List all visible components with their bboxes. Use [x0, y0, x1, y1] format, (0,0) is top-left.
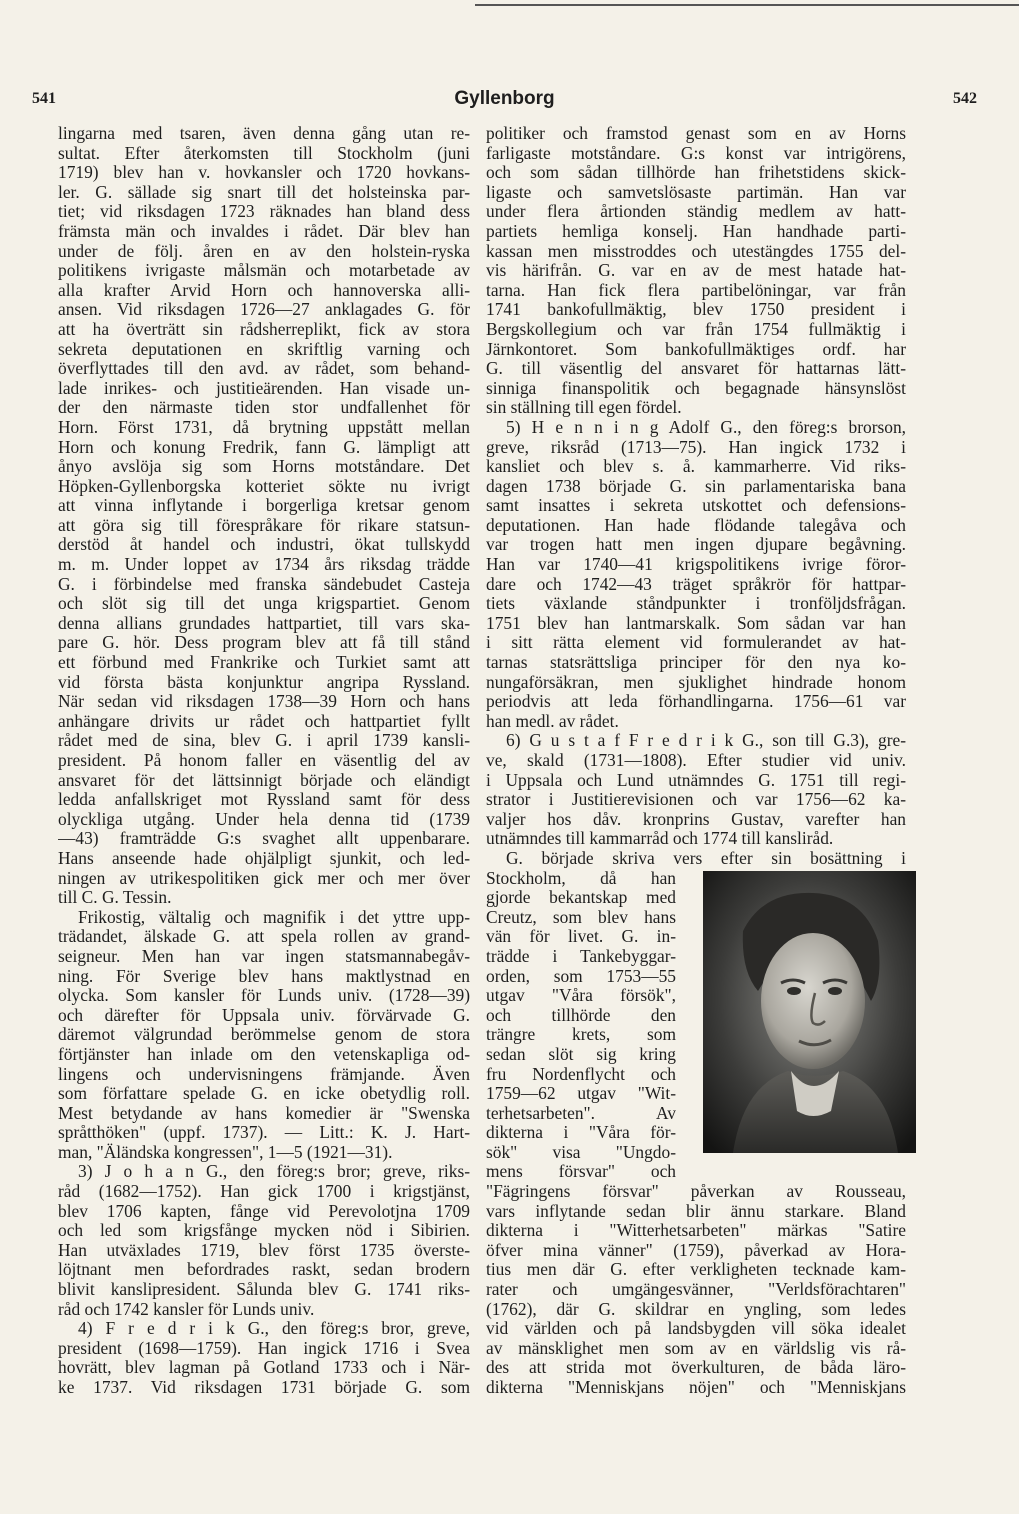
- left-column-text-line: råd och 1742 kansler för Lunds univ.: [58, 1299, 315, 1319]
- right-column-text-line: vis härifrån. G. var en av de mest hatade hat-: [486, 261, 906, 281]
- left-column-text-line: och slöt sig till det unga krigspartiet. Genom: [58, 594, 470, 614]
- left-column-text-line: tiet; vid riksdagen 1723 räknades han bland dess: [58, 202, 470, 222]
- left-column-text-line: ke 1737. Vid riksdagen 1731 började G. som: [58, 1378, 470, 1397]
- right-column-text-line: 6) G u s t a f F r e d r i k G., son till G.3), gre-: [506, 731, 906, 751]
- left-column-text-line: under de följ. åren en av den holstein-ryska: [58, 241, 470, 261]
- left-column: [58, 124, 470, 1398]
- left-column-text-line: lingens och undervisningens främjande. Även: [58, 1064, 470, 1084]
- right-column-text-line: 1759—62 utgav "Wit-: [486, 1084, 676, 1104]
- right-column-text-line: kansliet och blev s. å. kammarherre. Vid riks-: [486, 457, 906, 477]
- left-column-text-line: 3) J o h a n G., den föreg:s bror; greve, riks-: [78, 1162, 470, 1182]
- right-column-text-line: mens försvar" och: [486, 1162, 676, 1182]
- left-column-text-line: ansen. Vid riksdagen 1726—27 anklagades G. för: [58, 300, 470, 320]
- left-column-text-line: president (1698—1759). Han ingick 1716 i Svea: [58, 1338, 470, 1358]
- left-column-text-line: ledda anfallskriget mot Ryssland samt för dess: [58, 790, 470, 810]
- right-column-text-line: tarnas statsrättsliga principer för den nya ko-: [486, 653, 906, 673]
- right-column-text-line: tiets växlande ståndpunkter i tronföljdsfrågan.: [486, 594, 906, 614]
- left-column-text-line: m. m. Under loppet av 1734 års riksdag trädde: [58, 555, 470, 575]
- right-column-text-line: politiker och framstod genast som en av Horns: [486, 124, 906, 143]
- right-column-text-line: partiets hemliga konselj. Han handhade parti-: [486, 221, 906, 241]
- right-column-text-line: var trogen hatt men ingen djupare begåvning.: [486, 535, 906, 555]
- left-column-text-line: främsta män och invaldes i rådet. Där blev han: [58, 221, 470, 241]
- right-column-text-line: orden, som 1753—55: [486, 966, 676, 986]
- left-column-text-line: rådet med de sina, blev G. i april 1739 kansli-: [58, 731, 470, 751]
- right-column-text-line: vars inflytande sedan blir ännu starkare. Bland: [486, 1201, 906, 1221]
- left-column-text-line: vid första bästa konjunktur angripa Ryssland.: [58, 672, 470, 692]
- right-column-text-line: av mänsklighet men som av en världslig vis rå-: [486, 1338, 906, 1358]
- right-column-text-line: vän för livet. G. in-: [486, 927, 676, 947]
- right-column-text-line: 1741 bankofullmäktig, blev 1750 president i: [486, 300, 906, 320]
- left-column-text-line: lade inrikes- och justitieärenden. Han visade un-: [58, 378, 470, 398]
- right-column-text-line: gjorde bekantskap med: [486, 888, 676, 908]
- right-column-text-line: vid världen och på landsbygden vill söka idealet: [486, 1319, 906, 1339]
- right-column-text-line: valjer hos dåv. kronprins Gustav, varefter han: [486, 809, 906, 829]
- left-column-text-line: ningen av utrikespolitiken gick mer och mer över: [58, 868, 470, 888]
- right-column-text-line: i Uppsala och Lund utnämndes G. 1751 till regi-: [486, 770, 906, 790]
- running-title: Gyllenborg: [454, 88, 555, 109]
- left-column-text-line: språtthöken" (uppf. 1737). — Litt.: K. J. Hart-: [58, 1123, 470, 1143]
- left-column-text-line: 1719) blev han v. hovkansler och 1720 hovkans-: [58, 163, 470, 183]
- left-column-text-line: sultat. Efter återkomsten till Stockholm (juni: [58, 143, 470, 163]
- page-number-left: 541: [32, 90, 56, 107]
- right-column-text-line: sedan slöt sig kring: [486, 1044, 676, 1064]
- left-column-text-line: G. i förbindelse med franska sändebudet Casteja: [58, 574, 470, 594]
- right-column-text-line: Bergskollegium och var från 1754 fullmäktig i: [486, 319, 906, 339]
- left-column-text-line: Mest betydande av hans komedier är "Swenska: [58, 1103, 470, 1123]
- left-column-text-line: man, "Äländska kongressen", 1—5 (1921—31).: [58, 1142, 393, 1162]
- left-column-text-line: olyckliga utgång. Under hela denna tid (1739: [58, 809, 470, 829]
- right-column-text-line: och tillhörde den: [486, 1005, 676, 1025]
- left-column-text-line: —43) framträdde G:s svaghet allt uppenbarare.: [58, 829, 470, 849]
- right-column-text-line: sinniga finanspolitik och begagnade hänsynslöst: [486, 378, 906, 398]
- right-column-text-line: sin ställning till egen fördel.: [486, 398, 682, 418]
- right-column-text-line: tius men där G. efter verkligheten tecknade kam-: [486, 1260, 906, 1280]
- left-column-text-line: däremot välgrundad berömmelse genom de stora: [58, 1025, 470, 1045]
- right-column-text-line: farligaste motståndare. G:s konst var intrigörens,: [486, 143, 906, 163]
- left-column-text-line: att vinna inflytande i borgerliga kretsar genom: [58, 496, 470, 516]
- left-column-text-line: och led som krigsfånge mycken nöd i Sibirien.: [58, 1221, 470, 1241]
- top-rule: [475, 4, 1019, 6]
- right-column-text-line: utnämndes till kammarråd och 1774 till kansliråd.: [486, 829, 834, 849]
- right-column-text-line: 5) H e n n i n g Adolf G., den föreg:s brorson,: [506, 417, 906, 437]
- right-column-text-line: Järnkontoret. Som bankofullmäktiges ordf. har: [486, 339, 906, 359]
- left-column-text-line: att göra sig till förespråkare för rikare statsun-: [58, 515, 470, 535]
- right-column-text-line: "Fägringens försvar" påverkan av Rousseau,: [486, 1182, 906, 1202]
- right-column-text-line: terhetsarbeten". Av: [486, 1103, 676, 1123]
- right-column-text-line: sök" visa "Ungdo-: [486, 1142, 676, 1162]
- left-column-text-line: der den närmaste tiden stor undfallenhet för: [58, 398, 470, 418]
- page-number-right: 542: [953, 90, 977, 107]
- left-column-text-line: som författare spelade G. en icke obetydlig roll.: [58, 1084, 470, 1104]
- right-column-text-line: och som sådan tillhörde han frihetstidens skick-: [486, 163, 906, 183]
- right-column-text-line: under flera årtionden ständig medlem av hatt-: [486, 202, 906, 222]
- left-column-text-line: lingarna med tsaren, även denna gång utan re-: [58, 124, 470, 143]
- right-column-text-line: trädde i Tankebyggar-: [486, 946, 676, 966]
- right-column-text-line: i sitt rätta element vid formulerandet av hat-: [486, 633, 906, 653]
- left-column-text-line: Hans anseende hade ohjälpligt sjunkit, och led-: [58, 848, 470, 868]
- page-header: [32, 88, 977, 114]
- left-column-text-line: att ha överträtt sin rådsherreplikt, fick av stora: [58, 319, 470, 339]
- left-column-text-line: pare G. hör. Dess program blev att få till stånd: [58, 633, 470, 653]
- left-column-text-line: förtjänster han inlade om den vetenskapliga od-: [58, 1044, 470, 1064]
- right-column-text-line: nungaförsäkran, men sjuklighet hindrade honom: [486, 672, 906, 692]
- left-column-text-line: löjtnant men befordrades raskt, sedan brodern: [58, 1260, 470, 1280]
- right-column-text-line: ve, skald (1731—1808). Efter studier vid univ.: [486, 751, 906, 770]
- right-column-text-line: greve, riksråd (1713—75). Han ingick 1732 i: [486, 437, 906, 457]
- left-column-text-line: denna allians grundades hattpartiet, till vars ska-: [58, 613, 470, 633]
- right-column-text-line: Stockholm, då han: [486, 868, 676, 888]
- left-column-text-line: alla krafter Arvid Horn och hannoverska alli-: [58, 280, 470, 300]
- right-column-text-line: dare och 1742—43 träget språkrör för hattpar-: [486, 574, 906, 594]
- left-column-text-line: och därefter för Uppsala univ. förvärvade G.: [58, 1005, 470, 1025]
- left-column-text-line: seigneur. Men han var ingen statsmannabegåv-: [58, 946, 470, 966]
- right-column-text-line: tarna. Han fick flera partibelöningar, var från: [486, 280, 906, 300]
- portrait-illustration: [703, 871, 916, 1153]
- left-column-text-line: överflyttades till den avd. av rådet, som behand-: [58, 359, 470, 379]
- left-column-text-line: När sedan vid riksdagen 1738—39 Horn och hans: [58, 692, 470, 712]
- left-column-text-line: till C. G. Tessin.: [58, 888, 172, 908]
- left-column-text-line: ett förbund med Frankrike och Turkiet samt att: [58, 653, 470, 673]
- right-column-text-line: dikterna i "Witterhetsarbeten" märkas "Satire: [486, 1221, 906, 1241]
- left-column-text-line: derstöd åt handel och industri, ökat tullskydd: [58, 535, 470, 555]
- left-column-text-line: ånyo avslöja sig som Horns motståndare. Det: [58, 457, 470, 477]
- left-column-text-line: president. På honom faller en väsentlig del av: [58, 751, 470, 770]
- left-column-text-line: hovrätt, blev lagman på Gotland 1733 och i När-: [58, 1358, 470, 1378]
- left-column-text-line: Höpken-Gyllenborgska kotteriet sökte nu ivrigt: [58, 476, 470, 496]
- right-column-text-line: strator i Justitierevisionen och var 1756—62 ka-: [486, 790, 906, 810]
- left-column-text-line: blivit kanslipresident. Sålunda blev G. 1741 riks-: [58, 1280, 470, 1300]
- left-column-text-line: politikens ivrigaste målsmän och motarbetade av: [58, 261, 470, 281]
- right-column-text-line: dikterna "Menniskjans nöjen" och "Menniskjans: [486, 1378, 906, 1397]
- left-column-text-line: 4) F r e d r i k G., den föreg:s bror, greve,: [78, 1319, 470, 1339]
- right-column-text-line: G. började skriva vers efter sin bosättning i: [506, 848, 906, 868]
- left-column-text-line: Horn och konung Fredrik, fann G. lämpligt att: [58, 437, 470, 457]
- right-column-text-line: G. till väsentlig del ansvaret för hattarnas lätt-: [486, 359, 906, 379]
- right-column-text-line: rater och umgängesvänner, "Verldsförachtaren": [486, 1280, 906, 1300]
- right-column-text-line: han medl. av rådet.: [486, 711, 619, 731]
- left-column-text-line: Han utväxlades 1719, blev först 1735 överste-: [58, 1240, 470, 1260]
- left-column-text-line: Horn. Först 1731, då brytning uppstått mellan: [58, 417, 470, 437]
- right-column-text-line: dagen 1738 började G. sin parlamentariska bana: [486, 476, 906, 496]
- right-column-text-line: utgav "Våra försök",: [486, 986, 676, 1006]
- right-column-text-line: ligaste och samvetslösaste partimän. Han var: [486, 182, 906, 202]
- portrait-image: [703, 871, 916, 1153]
- left-column-text-line: Frikostig, vältalig och magnifik i det yttre upp-: [78, 907, 470, 927]
- left-column-text-line: blev 1706 kapten, fånge vid Perevolotjna 1709: [58, 1201, 470, 1221]
- left-column-text-line: ler. G. sällade sig snart till det holsteinska par-: [58, 182, 470, 202]
- right-column-text-line: (1762), där G. skildrar en yngling, som ledes: [486, 1299, 906, 1319]
- right-column-text-line: deputationen. Han hade flödande talegåva och: [486, 515, 906, 535]
- left-column-text-line: anhängare drivits ur rådet och hattpartiet fyllt: [58, 711, 470, 731]
- right-column-text-line: 1751 blev han lantmarskalk. Som sådan var han: [486, 613, 906, 633]
- left-column-text-line: trädandet, älskade G. att spela rollen av grand-: [58, 927, 470, 947]
- right-column-text-line: samt insattes i sekreta utskottet och defensions-: [486, 496, 906, 516]
- right-column-text-line: Creutz, som blev hans: [486, 907, 676, 927]
- right-column-text-line: trängre krets, som: [486, 1025, 676, 1045]
- right-column: [486, 124, 906, 1398]
- left-column-text-line: råd (1682—1752). Han gick 1700 i krigstjänst,: [58, 1182, 470, 1202]
- right-column-text-line: fru Nordenflycht och: [486, 1064, 676, 1084]
- right-column-text-line: dikterna i "Våra för-: [486, 1123, 676, 1143]
- right-column-text-line: Han var 1740—41 krigspolitikens ivrige föror-: [486, 555, 906, 575]
- right-column-text-line: periodvis att leda förhandlingarna. 1756—61 var: [486, 692, 906, 712]
- left-column-text-line: olycka. Som kansler för Lunds univ. (1728—39): [58, 986, 470, 1006]
- right-column-text-line: des att strida mot överkulturen, de båda läro-: [486, 1358, 906, 1378]
- left-column-text-line: ning. För Sverige blev hans maktlystnad en: [58, 966, 470, 986]
- left-column-text-line: ansvaret för det lättsinnigt började och eländigt: [58, 770, 470, 790]
- right-column-text-line: kassan men misstroddes och utestängdes 1755 del-: [486, 241, 906, 261]
- left-column-text-line: sekreta deputationen en skriftlig varning och: [58, 339, 470, 359]
- right-column-text-line: öfver mina vänner" (1759), påverkad av Hora-: [486, 1240, 906, 1260]
